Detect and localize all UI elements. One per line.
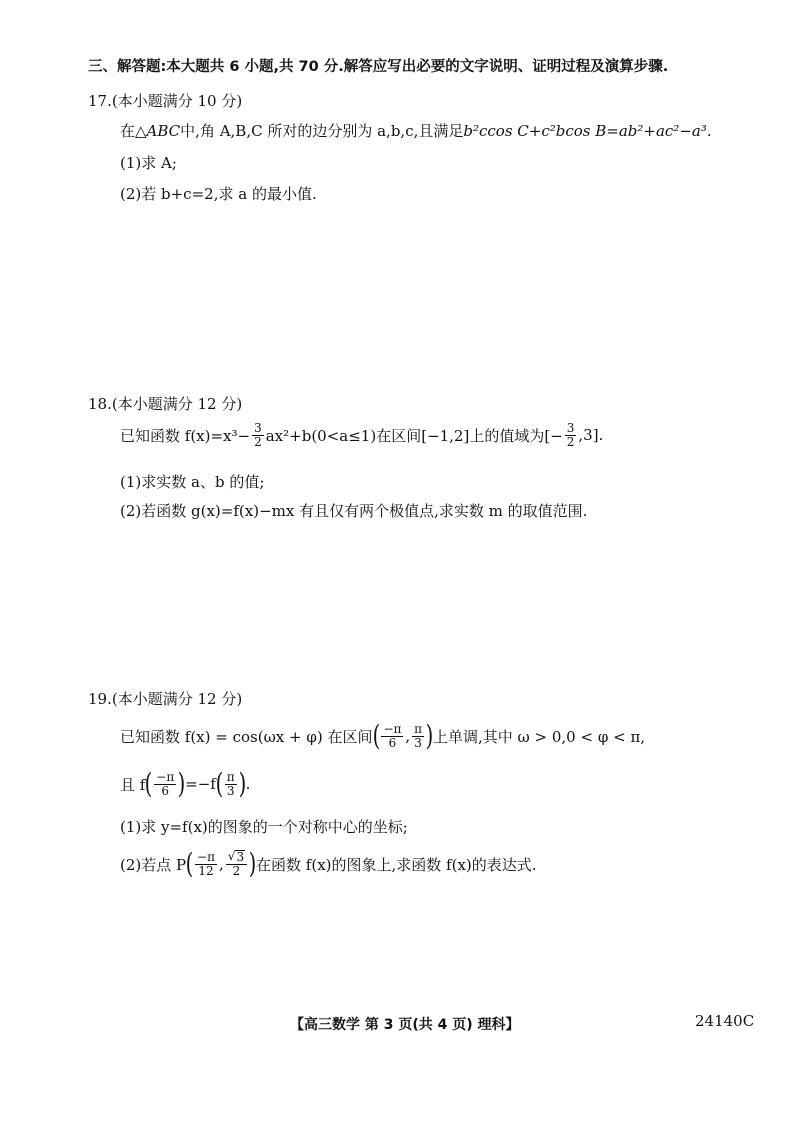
right-paren: ): [238, 767, 246, 800]
q18-frac-1: [252, 422, 264, 448]
q19-frac-d-den: 3: [226, 783, 235, 798]
right-paren: ): [248, 847, 257, 880]
q19-part1: (1)求 y=f(x)的图象的一个对称中心的坐标;: [120, 818, 408, 836]
q19-l2c: .: [245, 775, 251, 793]
left-paren: (: [185, 847, 194, 880]
right-paren: ): [177, 767, 186, 800]
q17-stem-formula: b²ccos C+c²bcos B=ab²+ac²−a³.: [463, 121, 712, 140]
q19-part2: (2)若点 P ( $\frac{-\pi}{12}$ , √ 3 2 ) 在函数 f(x)的图象上,求函数 f(x)的表达式.: [120, 847, 537, 880]
q18-stem-s3: ,3].: [578, 426, 604, 445]
q18-stem-s1: 已知函数 f(x)=x³−: [120, 426, 251, 445]
q19-frac-d-num: π: [226, 769, 235, 784]
q19-heading: 19.(本小题满分 12 分): [88, 690, 243, 708]
q19-l2b: =−f: [185, 775, 216, 793]
q19-frac-f-den: 2: [232, 864, 241, 878]
q18-frac-1-den: 2: [254, 434, 262, 449]
q19-p2b: 在函数 f(x)的图象上,求函数 f(x)的表达式.: [256, 855, 537, 874]
q18-frac-2: [565, 422, 577, 448]
q19-frac-c: [154, 771, 176, 797]
q17-stem: [120, 120, 712, 141]
q19-frac-d: [225, 771, 237, 797]
q19-stem-line2: [120, 767, 251, 800]
sqrt-symbol: √ 3: [227, 849, 245, 865]
q19-frac-a-den: 6: [388, 735, 397, 750]
q17-heading: 17.(本小题满分 10 分): [88, 92, 243, 110]
q19-l2a: 且 f: [120, 775, 146, 794]
q18-frac-2-num: 3: [566, 421, 575, 435]
right-paren: ): [425, 719, 434, 752]
q18-stem: [120, 422, 603, 448]
section-header: 三、解答题:本大题共 6 小题,共 70 分.解答应写出必要的文字说明、证明过程及演算步骤.: [88, 59, 669, 75]
q19-frac-f-num: [226, 850, 247, 865]
q19-frac-a-num: −π: [383, 721, 402, 736]
left-paren: (: [215, 767, 224, 800]
q19-stem-line1: 已知函数 f(x) = cos(ωx + φ) 在区间 ( $\frac{-\pi}{6}$ , $\frac{\pi}{3}$ ) 上单调,其中 ω > 0,0 < φ < π,: [120, 719, 646, 752]
q19-frac-c-num: −π: [156, 769, 175, 784]
q18-frac-1-num: 3: [254, 421, 262, 435]
q18-stem-s2: ax²+b(0<a≤1)在区间[−1,2]上的值域为[−: [265, 426, 563, 445]
sqrt-radicand: 3: [236, 850, 245, 865]
q19-p2a: (2)若点 P: [120, 855, 187, 874]
q19-frac-a: [381, 723, 403, 749]
q19-frac-b-den: 3: [414, 735, 422, 750]
left-paren: (: [144, 767, 153, 800]
q18-frac-2-den: 2: [566, 434, 575, 449]
q17-stem-abc: ABC: [146, 121, 181, 140]
q19-frac-b-num: π: [414, 721, 423, 736]
q18-part1: (1)求实数 a、b 的值;: [120, 473, 265, 491]
q17-stem-pre: 在△: [120, 122, 147, 140]
q18-heading: 18.(本小题满分 12 分): [88, 395, 243, 413]
q18-part2: (2)若函数 g(x)=f(x)−mx 有且仅有两个极值点,求实数 m 的取值范围.: [120, 502, 588, 520]
exam-code: 24140C: [695, 1012, 755, 1030]
q17-part2: (2)若 b+c=2,求 a 的最小值.: [120, 185, 317, 203]
q19-l1b: 上单调,其中 ω > 0,0 < φ < π,: [433, 727, 646, 746]
page-footer: 【高三数学 第 3 页(共 4 页) 理科】: [290, 1017, 520, 1033]
q19-frac-e-den: 12: [198, 863, 214, 878]
q17-part1: (1)求 A;: [120, 154, 177, 172]
q19-frac-e: [195, 851, 217, 877]
q19-frac-c-den: 6: [161, 783, 170, 798]
q19-frac-e-num: −π: [197, 849, 215, 864]
q19-frac-b: [412, 723, 424, 749]
q19-l1a: 已知函数 f(x) = cos(ωx + φ) 在区间: [120, 727, 373, 746]
left-paren: (: [372, 719, 380, 752]
q19-frac-f: [226, 850, 247, 877]
q17-stem-mid: 中,角 A,B,C 所对的边分别为 a,b,c,且满足: [180, 122, 464, 140]
